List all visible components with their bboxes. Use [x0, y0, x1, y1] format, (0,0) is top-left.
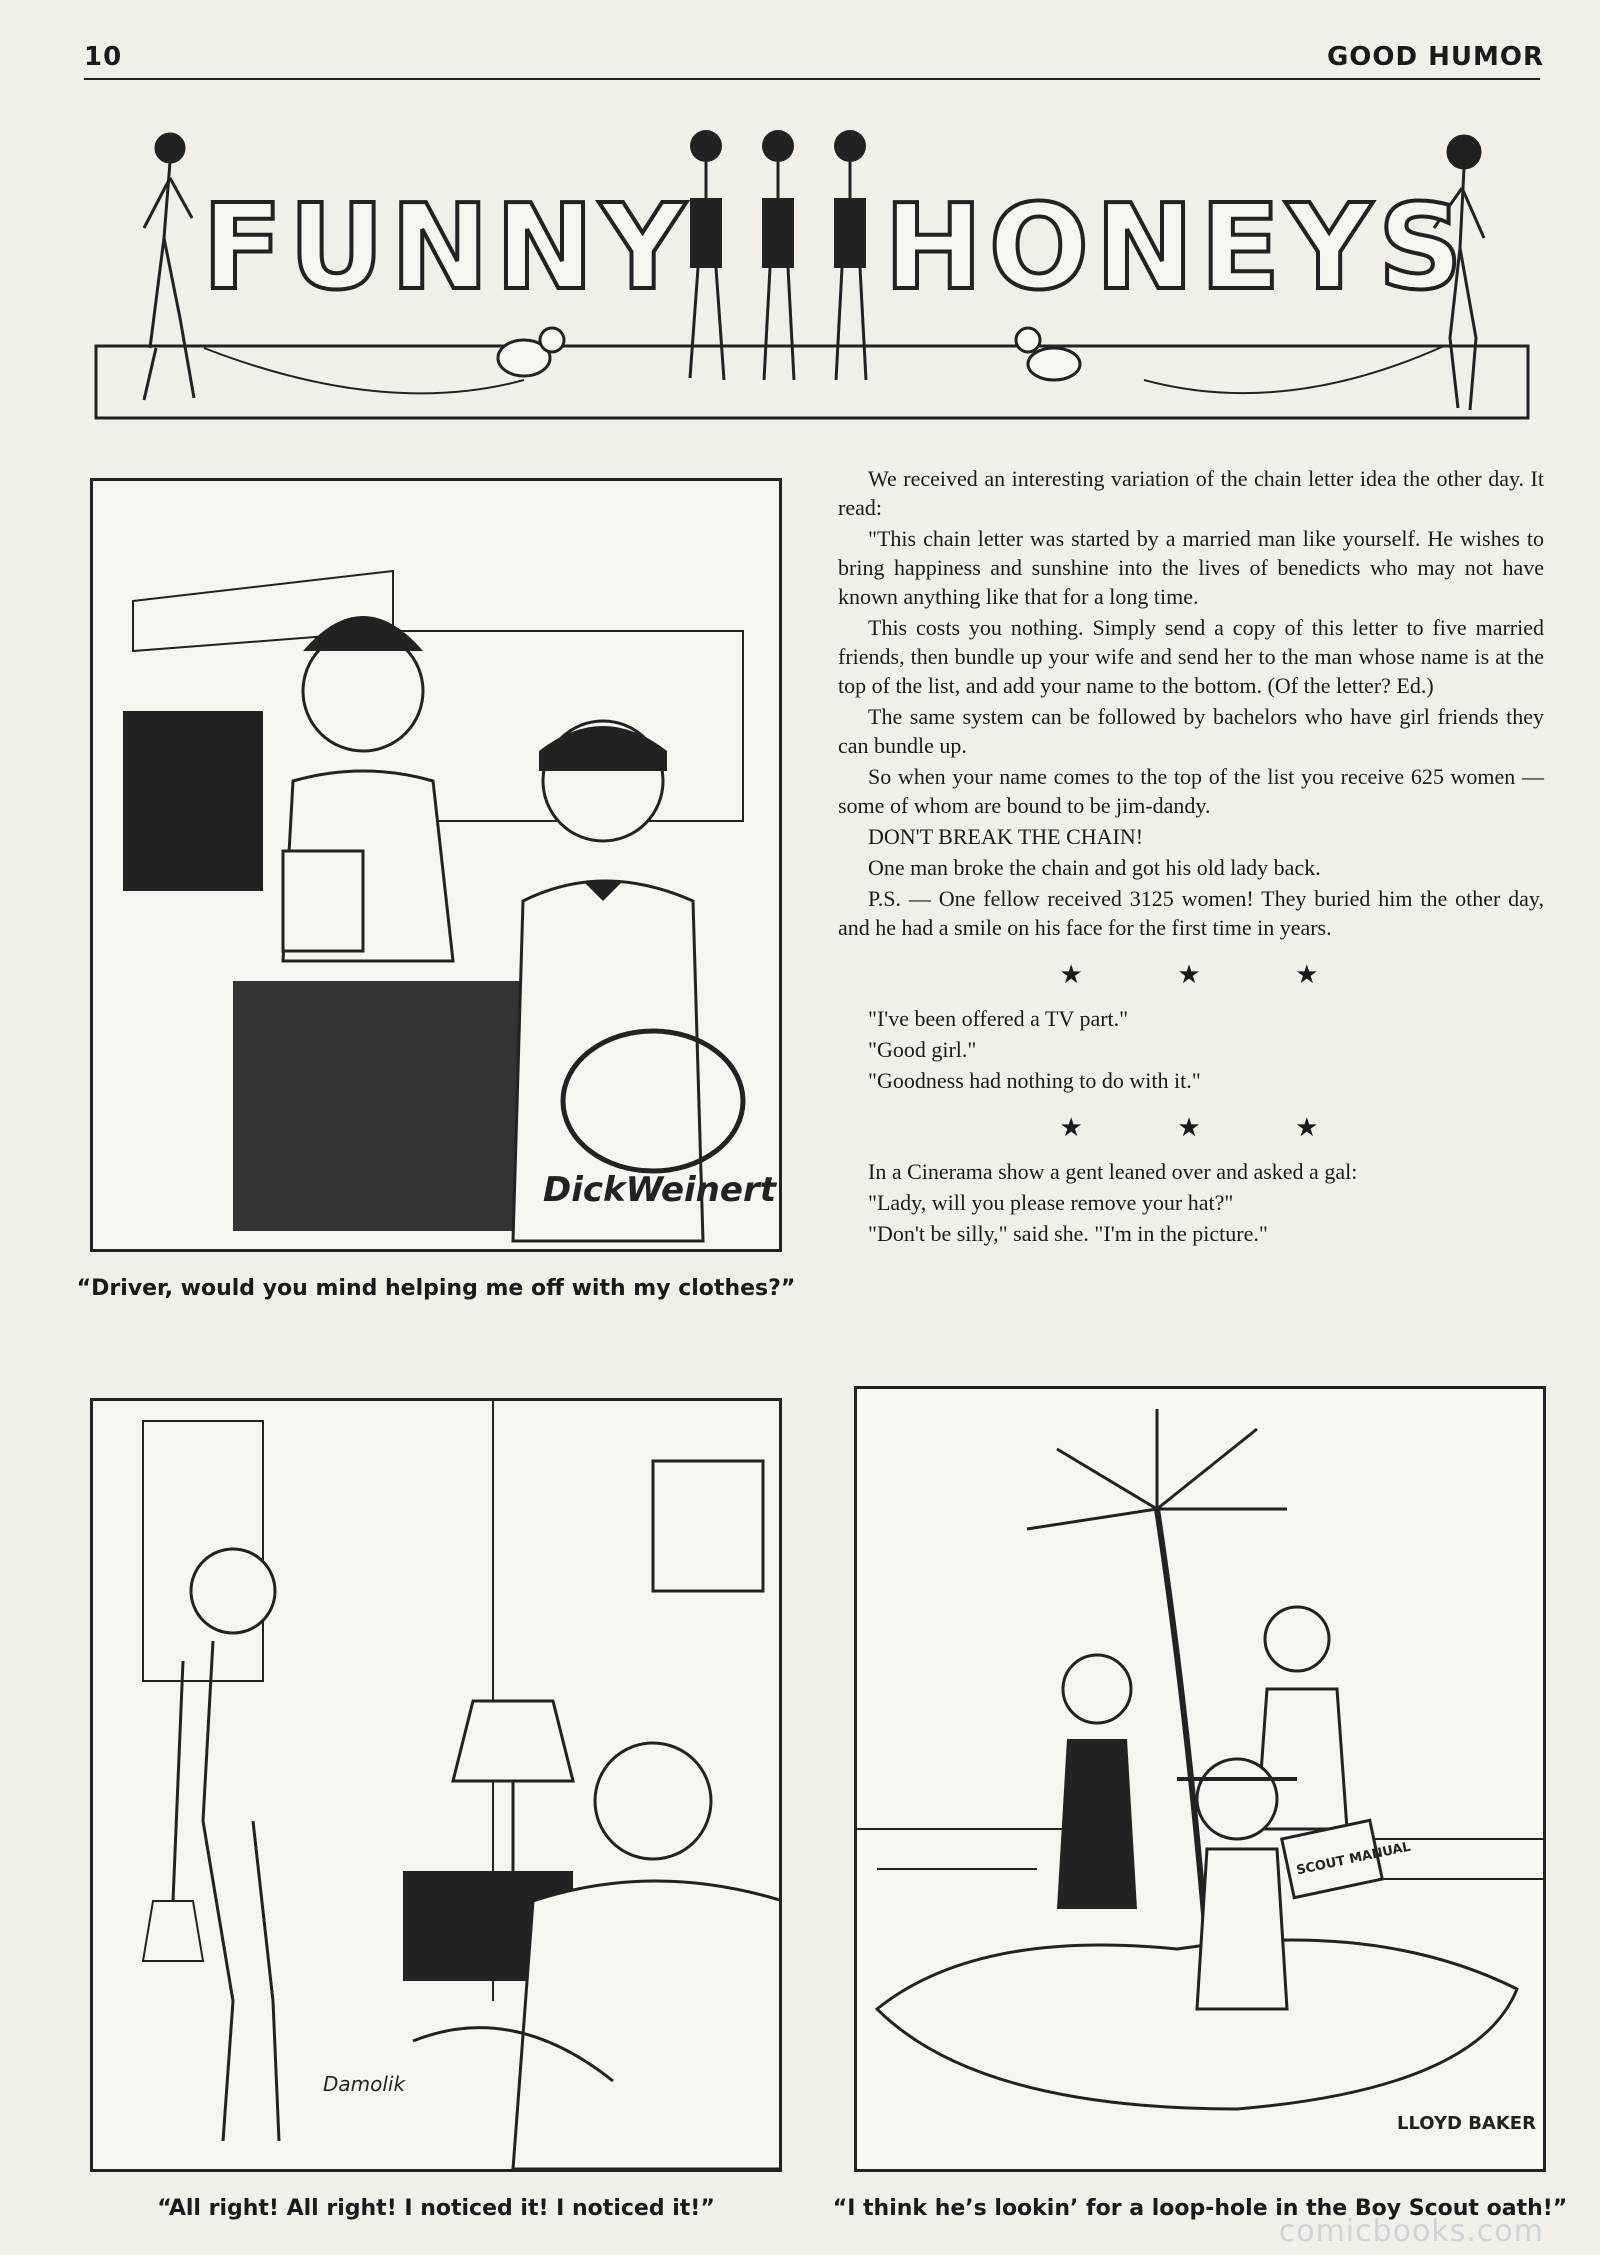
article-paragraph: One man broke the chain and got his old lady back.: [868, 855, 1321, 880]
banner-illustration: [84, 118, 1540, 428]
banner-title-honeys: HONEYS: [884, 178, 1469, 316]
cartoon-panel-island: [854, 1386, 1546, 2172]
woman-walking-left: [144, 134, 194, 400]
book-label: SCOUT MANUAL: [1295, 1839, 1413, 1879]
article-paragraph: "This chain letter was started by a married man like yourself. He wishes to bring happiness and sunshine into the lives of benedicts who may not have known anything like that for a long time.: [838, 526, 1544, 609]
signature-weinert: DickWeinert: [543, 1170, 776, 1210]
banner-title-funny: FUNNY: [202, 178, 692, 316]
joke-line: "Don't be silly," said she. "I'm in the picture.": [868, 1221, 1268, 1246]
stars-divider: ★ ★ ★: [1059, 960, 1363, 989]
taxi-cartoon-illustration: [93, 481, 779, 1249]
signature-baker: LLOYD BAKER: [1397, 2113, 1536, 2134]
article-paragraph: So when your name comes to the top of the list you receive 625 women — some of whom are bound to be jim-dandy.: [838, 764, 1544, 818]
stars-divider: ★ ★ ★: [1059, 1113, 1363, 1142]
joke-line: "Good girl.": [868, 1037, 977, 1062]
funny-honeys-banner: [84, 118, 1540, 428]
three-showgirls: [690, 130, 866, 268]
joke-line: "Lady, will you please remove your hat?": [868, 1190, 1234, 1215]
caption-housewife: “All right! All right! I noticed it! I noticed it!”: [157, 2196, 715, 2221]
article-paragraph: The same system can be followed by bachelors who have girl friends they can bundle up.: [838, 704, 1544, 758]
caption-island: “I think he’s lookin’ for a loop-hole in the Boy Scout oath!”: [832, 2196, 1568, 2221]
watermark: comicbooks.com: [1278, 2214, 1544, 2249]
dog-right: [1016, 328, 1080, 380]
magazine-title: GOOD HUMOR: [1326, 42, 1544, 72]
island-cartoon-illustration: [857, 1389, 1543, 2169]
article-paragraph: We received an interesting variation of the chain letter idea the other day. It read:: [838, 466, 1544, 520]
housewife-cartoon-illustration: [93, 1401, 779, 2169]
caption-taxi: “Driver, would you mind helping me off with my clothes?”: [76, 1276, 796, 1301]
dog-left: [498, 328, 564, 376]
article-paragraph: P.S. — One fellow received 3125 women! They buried him the other day, and he had a smile on his face for the first time in years.: [838, 886, 1544, 940]
cartoon-panel-housewife: [90, 1398, 782, 2172]
cartoon-panel-taxi: [90, 478, 782, 1252]
article-paragraph: DON'T BREAK THE CHAIN!: [868, 824, 1144, 849]
page-number: 10: [84, 42, 123, 72]
header-rule: [84, 78, 1540, 80]
joke-line: "I've been offered a TV part.": [868, 1006, 1129, 1031]
signature-damolik: Damolik: [323, 2072, 406, 2096]
article-column: [838, 464, 1544, 1250]
article-paragraph: This costs you nothing. Simply send a copy of this letter to five married friends, then bundle up your wife and send her to the man whose name is at the top of the list, and add your name to the bottom. (Of the letter? Ed.): [838, 615, 1544, 698]
joke-line: In a Cinerama show a gent leaned over and asked a gal:: [868, 1159, 1358, 1184]
joke-line: "Goodness had nothing to do with it.": [868, 1068, 1201, 1093]
